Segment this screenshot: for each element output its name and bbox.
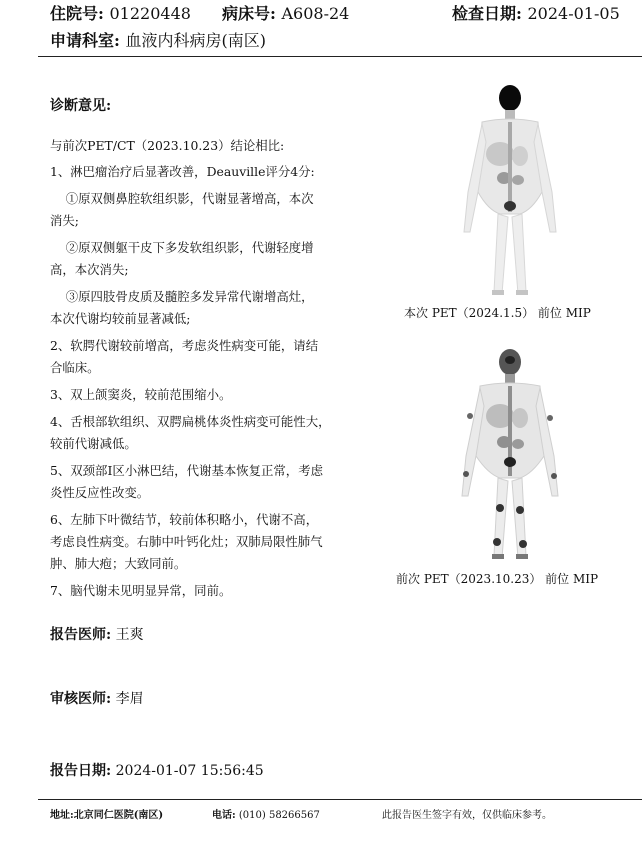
diagnosis-line: ①原双侧鼻腔软组织影，代谢显著增高，本次 [50, 191, 314, 206]
reporter [50, 624, 144, 644]
exam-date-value: 2024-01-05 [527, 4, 620, 23]
footer-address [50, 806, 163, 821]
exam-date [452, 1, 620, 24]
exam-date-label: 检查日期: [452, 4, 522, 23]
phone-value: (010) 58266567 [238, 810, 320, 821]
phone-label: 电话: [212, 810, 236, 821]
diagnosis-line: 消失; [50, 213, 79, 228]
diagnosis-line: 较前代谢减低。 [50, 436, 137, 451]
footer-divider [38, 799, 642, 800]
diagnosis-line: ③原四肢骨皮质及髓腔多发异常代谢增高灶， [50, 289, 314, 304]
inpatient-number [50, 1, 191, 24]
address-value: 北京同仁医院(南区) [73, 810, 164, 821]
bed-value: A608-24 [281, 4, 350, 23]
reviewer [50, 688, 144, 708]
report-date [50, 760, 264, 780]
diagnosis-line: 6、左肺下叶微结节，较前体积略小，代谢不高， [50, 512, 319, 527]
footer-phone [212, 806, 320, 821]
bed-number [222, 1, 349, 24]
current-pet-caption: 本次 PET（2024.1.5） 前位 MIP [404, 306, 591, 320]
report-date-label: 报告日期: [50, 763, 112, 779]
diagnosis-line: 合临床。 [50, 360, 100, 375]
previous-pet-mip-image [420, 346, 600, 568]
diagnosis-line: 肿、肺大疱；大致同前。 [50, 556, 187, 571]
previous-pet-caption: 前次 PET（2023.10.23） 前位 MIP [396, 572, 599, 586]
diagnosis-line: 5、双颈部I区小淋巴结，代谢基本恢复正常，考虑 [50, 463, 323, 478]
diagnosis-title: 诊断意见: [50, 98, 112, 114]
current-pet-mip-image [420, 82, 600, 304]
dept-label: 申请科室: [50, 31, 120, 50]
address-label: 地址: [50, 810, 74, 821]
header-divider [38, 56, 642, 57]
reporter-name: 王爽 [115, 627, 144, 643]
diagnosis-body [50, 138, 380, 599]
diagnosis-line: 与前次PET/CT（2023.10.23）结论相比: [50, 138, 285, 153]
diagnosis-line: 7、脑代谢未见明显异常，同前。 [50, 583, 232, 598]
department [50, 28, 266, 51]
bed-label: 病床号: [222, 4, 276, 23]
reviewer-name: 李眉 [115, 691, 144, 707]
reviewer-label: 审核医师: [50, 691, 112, 707]
dept-value: 血液内科病房(南区) [125, 31, 266, 50]
diagnosis-line: 1、淋巴瘤治疗后显著改善，Deauville评分4分: [50, 164, 315, 179]
diagnosis-line: 考虑良性病变。右肺中叶钙化灶；双肺局限性肺气 [50, 534, 323, 549]
inpatient-label: 住院号: [50, 4, 104, 23]
inpatient-value: 01220448 [109, 4, 191, 23]
reporter-label: 报告医师: [50, 627, 112, 643]
diagnosis-line: 炎性反应性改变。 [50, 485, 150, 500]
footer-note: 此报告医生签字有效，仅供临床参考。 [382, 810, 552, 821]
diagnosis-line: 高，本次消失; [50, 262, 129, 277]
diagnosis-line: ②原双侧躯干皮下多发软组织影，代谢轻度增 [50, 240, 314, 255]
diagnosis-line: 3、双上颌窦炎，较前范围缩小。 [50, 387, 232, 402]
diagnosis-line: 2、软腭代谢较前增高，考虑炎性病变可能，请结 [50, 338, 319, 353]
diagnosis-line: 4、舌根部软组织、双腭扁桃体炎性病变可能性大， [50, 414, 331, 429]
diagnosis-line: 本次代谢均较前显著减低; [50, 311, 191, 326]
report-date-value: 2024-01-07 15:56:45 [115, 763, 264, 779]
